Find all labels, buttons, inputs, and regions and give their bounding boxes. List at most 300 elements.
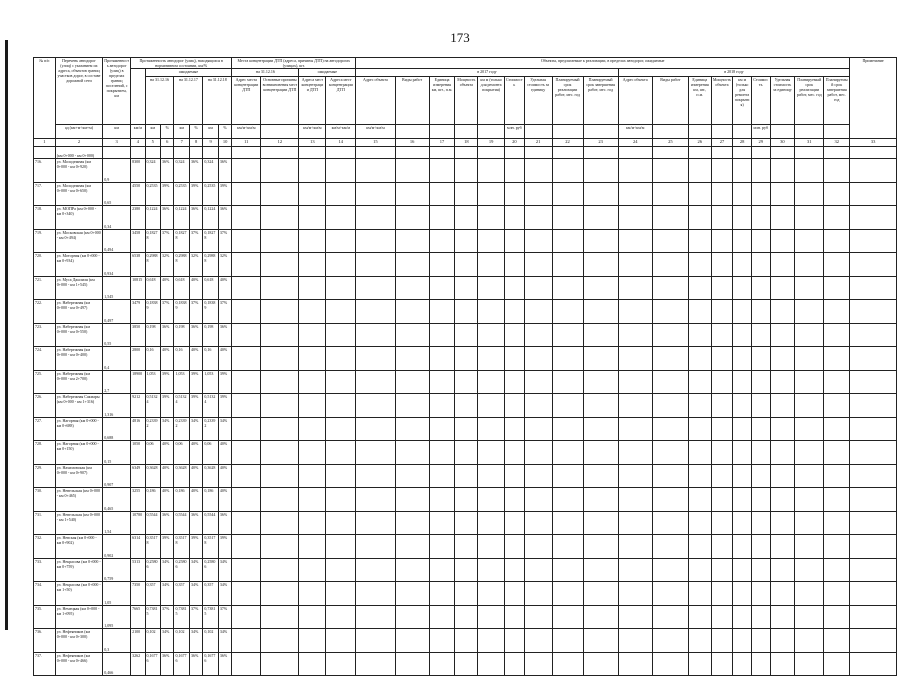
normative-pct-2016: 39% [161, 394, 174, 418]
header-expected-2: ожидаемые [299, 69, 356, 77]
normative-pct-2017: 34% [189, 629, 202, 653]
normative-km-2016: 0,357 [145, 582, 160, 606]
empty-cell [455, 347, 478, 371]
empty-cell [326, 441, 356, 465]
normative-pct-2017: 34% [189, 558, 202, 582]
empty-cell [395, 629, 429, 653]
header-incl-18: км м (только для ремонта покрытия) [733, 77, 752, 125]
normative-km-2018: 0,5132 4 [203, 394, 218, 418]
empty-cell [455, 652, 478, 676]
empty-cell [524, 347, 552, 371]
unit-km-3: км [203, 125, 218, 139]
normative-pct-2016: 39% [161, 370, 174, 394]
empty-cell [395, 206, 429, 230]
empty-cell [795, 276, 824, 300]
table-row [34, 511, 897, 535]
empty-cell [524, 652, 552, 676]
road-name: ул. Некрасова (км 0+000 - км 1+50) [55, 582, 103, 606]
empty-cell [751, 582, 770, 606]
normative-km-2017: 0,324 [174, 159, 189, 183]
road-name: ул. Невская (км 0+000 - км 0+902) [55, 535, 103, 559]
empty-cell [618, 464, 652, 488]
table-row [34, 159, 897, 183]
empty-cell [652, 488, 688, 512]
empty-cell [652, 629, 688, 653]
normative-km-2018: 0,1224 [203, 206, 218, 230]
empty-cell [478, 370, 505, 394]
empty-cell [733, 511, 752, 535]
empty-cell [751, 417, 770, 441]
empty-cell [299, 652, 326, 676]
empty-cell [505, 441, 525, 465]
scan-binding-edge [5, 40, 8, 630]
empty-cell [688, 441, 711, 465]
road-name: ул. Московская (км 0+000 - км 0+494) [55, 229, 103, 253]
header-plan-end: Планируемый срок завершения работ, мес. год [583, 77, 618, 125]
empty-cell [733, 582, 752, 606]
empty-cell [326, 229, 356, 253]
empty-cell [395, 323, 429, 347]
row-number: 733. [34, 558, 56, 582]
normative-pct-2018: 32% [218, 253, 231, 277]
empty-cell [455, 323, 478, 347]
empty-cell [850, 300, 897, 324]
empty-cell [850, 276, 897, 300]
normative-km-2017: 0,102 [174, 629, 189, 653]
empty-cell [356, 605, 395, 629]
empty-cell [356, 582, 395, 606]
empty-cell [751, 535, 770, 559]
empty-cell [232, 300, 261, 324]
empty-cell [478, 347, 505, 371]
unit-pct-3: % [218, 125, 231, 139]
empty-cell [824, 605, 850, 629]
empty-cell [688, 417, 711, 441]
empty-cell [688, 347, 711, 371]
empty-cell [356, 417, 395, 441]
road-length-m: 8300 [131, 159, 145, 183]
normative-km-2016: 0,198 [145, 323, 160, 347]
normative-pct-2018: 40% [218, 347, 231, 371]
empty-cell [478, 535, 505, 559]
empty-cell [583, 182, 618, 206]
row-number: 735. [34, 605, 56, 629]
row-number: 717. [34, 182, 56, 206]
empty-cell [524, 605, 552, 629]
empty-cell [795, 229, 824, 253]
empty-cell [688, 300, 711, 324]
normative-pct-2017: 34% [189, 582, 202, 606]
road-length-m: 2800 [131, 347, 145, 371]
normative-pct-2016: 39% [161, 182, 174, 206]
normative-pct-2016: 36% [161, 159, 174, 183]
road-length-km: 1,316 [103, 394, 131, 418]
row-number: 730. [34, 488, 56, 512]
empty-cell [583, 253, 618, 277]
empty-cell [688, 370, 711, 394]
empty-cell [652, 323, 688, 347]
normative-km-2018: 0,618 [203, 276, 218, 300]
empty-cell [505, 394, 525, 418]
header-work-type-18: Виды работ [652, 77, 688, 125]
empty-cell [618, 511, 652, 535]
unit-kmkm-3: км/м÷км/м [326, 125, 356, 139]
header-specific-cost-18: Удельная стоимость за единицу [770, 77, 795, 125]
column-number: 28 [733, 139, 752, 147]
row-number: 723. [34, 323, 56, 347]
empty-cell [688, 253, 711, 277]
normative-pct-2017: 40% [189, 464, 202, 488]
empty-cell [688, 582, 711, 606]
empty-cell [711, 417, 733, 441]
empty-cell [232, 182, 261, 206]
empty-cell [478, 300, 505, 324]
normative-pct-2016: 40% [161, 276, 174, 300]
empty-cell [770, 441, 795, 465]
empty-cell [711, 535, 733, 559]
empty-cell [770, 182, 795, 206]
empty-cell [850, 206, 897, 230]
header-number: № п/п [34, 58, 56, 139]
empty-cell [455, 488, 478, 512]
empty-cell [850, 370, 897, 394]
empty-cell [524, 206, 552, 230]
empty-cell [261, 206, 299, 230]
empty-cell [524, 229, 552, 253]
header-unit: Единица измерения км, шт., п.м. [429, 77, 455, 125]
empty-cell [583, 464, 618, 488]
empty-cell [618, 323, 652, 347]
empty-cell [326, 582, 356, 606]
empty-cell [356, 300, 395, 324]
empty-cell [552, 323, 583, 347]
road-name: ул. Невельская (км 0+000 - км 0+465) [55, 488, 103, 512]
empty-cell [824, 300, 850, 324]
empty-cell [711, 276, 733, 300]
empty-cell [583, 535, 618, 559]
normative-km-2017: 0,3517 8 [174, 535, 189, 559]
normative-km-2016: 0,1224 [145, 206, 160, 230]
normative-pct-2018: 39% [218, 182, 231, 206]
normative-pct-2018: 37% [218, 605, 231, 629]
normative-km-2018: 0,3517 8 [203, 535, 218, 559]
empty-cell [618, 276, 652, 300]
header-note: Примечание [850, 58, 897, 139]
empty-cell [326, 629, 356, 653]
empty-cell [652, 535, 688, 559]
empty-cell [824, 535, 850, 559]
empty-cell [770, 605, 795, 629]
empty-cell [429, 652, 455, 676]
empty-cell [478, 582, 505, 606]
empty-cell [429, 370, 455, 394]
empty-cell [261, 558, 299, 582]
empty-cell [795, 582, 824, 606]
road-length-m: 6538 [131, 253, 145, 277]
empty-cell [552, 417, 583, 441]
empty-cell [688, 394, 711, 418]
normative-pct-2018: 39% [218, 394, 231, 418]
empty-cell [850, 652, 897, 676]
empty-cell [455, 229, 478, 253]
empty-cell [618, 394, 652, 418]
empty-cell [552, 629, 583, 653]
empty-cell [232, 394, 261, 418]
normative-km-2017: 0,5544 [174, 511, 189, 535]
normative-pct-2016: 34% [161, 582, 174, 606]
normative-pct-2016: 34% [161, 629, 174, 653]
normative-km-2016: 1,053 [145, 370, 160, 394]
empty-cell [505, 535, 525, 559]
empty-cell [770, 511, 795, 535]
normative-km-2016: 0,3517 8 [145, 535, 160, 559]
empty-cell [711, 558, 733, 582]
empty-cell [505, 652, 525, 676]
empty-cell [824, 229, 850, 253]
normative-km-2016: 0,186 [145, 488, 160, 512]
empty-cell [850, 182, 897, 206]
empty-cell [505, 605, 525, 629]
empty-cell [770, 206, 795, 230]
empty-cell [795, 558, 824, 582]
empty-cell [770, 323, 795, 347]
empty-cell [688, 276, 711, 300]
road-length-m: 3479 [131, 300, 145, 324]
empty-cell [618, 629, 652, 653]
empty-cell [524, 253, 552, 277]
empty-cell [770, 558, 795, 582]
empty-cell [395, 182, 429, 206]
empty-cell [711, 464, 733, 488]
empty-cell [552, 370, 583, 394]
page-number: 173 [450, 30, 470, 45]
empty-cell [455, 182, 478, 206]
empty-cell [552, 605, 583, 629]
empty-cell [552, 441, 583, 465]
header-cost: Стоимость [505, 77, 525, 125]
empty-cell [733, 629, 752, 653]
road-name: ул. Нагорная (км 0+000 - км 0+150) [55, 441, 103, 465]
empty-cell [618, 182, 652, 206]
road-length-km: 1,095 [103, 605, 131, 629]
column-number: 9 [203, 139, 218, 147]
road-name: ул. Нефтяников (км 0+000 - км 0+466) [55, 652, 103, 676]
header-year-2018: в 2018 году [618, 69, 850, 77]
road-length-m: 6349 [131, 464, 145, 488]
empty-cell [429, 394, 455, 418]
empty-cell [824, 558, 850, 582]
empty-cell [356, 323, 395, 347]
normative-pct-2016: 40% [161, 488, 174, 512]
empty-cell [395, 370, 429, 394]
road-length-km: 0,902 [103, 535, 131, 559]
empty-cell [455, 605, 478, 629]
empty-cell [618, 488, 652, 512]
empty-cell [261, 276, 299, 300]
road-name: ул. МОПРа (км 0+000 - км 0+340) [55, 206, 103, 230]
empty-cell [524, 582, 552, 606]
road-length-m: 3255 [131, 488, 145, 512]
column-number: 25 [652, 139, 688, 147]
empty-cell [688, 206, 711, 230]
normative-pct-2016: 36% [161, 323, 174, 347]
empty-cell [652, 182, 688, 206]
empty-cell [618, 558, 652, 582]
road-length-m: 3262 [131, 652, 145, 676]
road-name: ул. Нахимовская (км 0+000 - км 0+907) [55, 464, 103, 488]
empty-cell [356, 535, 395, 559]
empty-cell [824, 464, 850, 488]
empty-cell [455, 370, 478, 394]
empty-cell [583, 347, 618, 371]
row-number: 732. [34, 535, 56, 559]
row-number: 722. [34, 300, 56, 324]
empty-cell [795, 323, 824, 347]
empty-cell [795, 206, 824, 230]
empty-cell [552, 182, 583, 206]
row-number: 728. [34, 441, 56, 465]
empty-cell [478, 229, 505, 253]
empty-cell [711, 323, 733, 347]
normative-pct-2017: 37% [189, 605, 202, 629]
road-length-km: 0,688 [103, 417, 131, 441]
empty-cell [583, 229, 618, 253]
empty-cell [299, 605, 326, 629]
empty-cell [478, 605, 505, 629]
empty-cell [326, 605, 356, 629]
empty-cell [850, 253, 897, 277]
empty-cell [478, 206, 505, 230]
header-expected: ожидаемые [145, 69, 232, 77]
road-length-km: 0,497 [103, 300, 131, 324]
empty-cell [733, 652, 752, 676]
normative-km-2016: 0,5132 4 [145, 394, 160, 418]
column-number: 32 [824, 139, 850, 147]
road-length-km: 0,34 [103, 206, 131, 230]
empty-cell [552, 535, 583, 559]
empty-cell [711, 511, 733, 535]
normative-pct-2016: 40% [161, 441, 174, 465]
empty-cell [711, 629, 733, 653]
road-length-km: 0,4 [103, 347, 131, 371]
road-length-m: 4550 [131, 182, 145, 206]
empty-cell [429, 417, 455, 441]
empty-cell [552, 488, 583, 512]
column-number: 24 [618, 139, 652, 147]
empty-cell [795, 605, 824, 629]
empty-cell [733, 535, 752, 559]
empty-cell [524, 159, 552, 183]
empty-cell [455, 276, 478, 300]
empty-cell [232, 323, 261, 347]
empty-cell [652, 229, 688, 253]
empty-cell [770, 347, 795, 371]
normative-km-2017: 0,16 [174, 347, 189, 371]
table-row [34, 652, 897, 676]
empty-cell [711, 229, 733, 253]
unit-mln-rub-18: млн. руб [751, 125, 770, 139]
empty-cell [429, 347, 455, 371]
table-row [34, 206, 897, 230]
header-date-1217: на 31.12.17 [174, 77, 203, 125]
empty-cell [478, 323, 505, 347]
normative-km-2016: 0,2988 8 [145, 253, 160, 277]
column-number: 18 [455, 139, 478, 147]
empty-cell [733, 229, 752, 253]
road-length-km: 0,466 [103, 652, 131, 676]
empty-cell [688, 323, 711, 347]
empty-cell [552, 394, 583, 418]
header-objects-group: Объекты, предлагаемые к реализации, в пределах автодорог, ожидаемые [356, 58, 850, 69]
empty-cell [232, 229, 261, 253]
empty-cell [652, 417, 688, 441]
empty-cell [795, 417, 824, 441]
empty-cell [850, 488, 897, 512]
normative-pct-2017: 39% [189, 394, 202, 418]
empty-cell [824, 182, 850, 206]
empty-cell [395, 394, 429, 418]
normative-pct-2017: 34% [189, 417, 202, 441]
road-length-km: 1,545 [103, 276, 131, 300]
empty-cell [395, 229, 429, 253]
empty-cell [429, 159, 455, 183]
normative-km-2017: 1,053 [174, 370, 189, 394]
empty-cell [326, 652, 356, 676]
road-length-km: 0,494 [103, 229, 131, 253]
empty-cell [478, 488, 505, 512]
empty-cell [326, 370, 356, 394]
empty-cell [824, 206, 850, 230]
empty-cell [652, 464, 688, 488]
normative-km-2017: 0,1224 [174, 206, 189, 230]
empty-cell [850, 394, 897, 418]
header-plan-end-18: Планируемый срок завершения работ, мес. год [824, 77, 850, 125]
empty-cell [795, 488, 824, 512]
empty-cell [583, 323, 618, 347]
empty-cell [326, 535, 356, 559]
normative-pct-2017: 40% [189, 347, 202, 371]
empty-cell [770, 535, 795, 559]
road-length-m: 10780 [131, 511, 145, 535]
empty-cell [850, 159, 897, 183]
normative-km-2018: 0,06 [203, 441, 218, 465]
empty-cell [505, 253, 525, 277]
table-row [34, 464, 897, 488]
empty-cell [733, 464, 752, 488]
empty-cell [232, 605, 261, 629]
column-number: 10 [218, 139, 231, 147]
empty-cell [505, 229, 525, 253]
empty-cell [688, 159, 711, 183]
empty-cell [711, 441, 733, 465]
normative-km-2018: 0,1838 9 [203, 300, 218, 324]
row-number: 721. [34, 276, 56, 300]
empty-cell [824, 394, 850, 418]
empty-cell [299, 417, 326, 441]
header-dtp-address: Адрес места концентрации ДТП [232, 77, 261, 125]
empty-cell [261, 629, 299, 653]
empty-cell [652, 276, 688, 300]
empty-cell [751, 159, 770, 183]
empty-cell [618, 347, 652, 371]
normative-pct-2018: 37% [218, 229, 231, 253]
empty-cell [850, 229, 897, 253]
road-length-m: 7350 [131, 582, 145, 606]
empty-cell [395, 441, 429, 465]
empty-cell [299, 229, 326, 253]
empty-cell [824, 629, 850, 653]
empty-cell [711, 394, 733, 418]
